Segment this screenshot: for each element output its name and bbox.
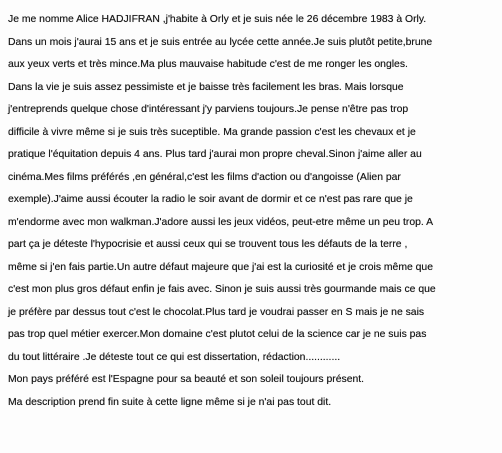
text-line: pas trop quel métier exercer.Mon domaine c'est plutot celui de la science car je ne suis pas [8,329,427,340]
text-line: Dans la vie je suis assez pessimiste et je baisse très facilement les bras. Mais lorsque [8,81,404,93]
text-line: je préfère par dessus tout c'est le chocolat.Plus tard je voudrai passer en S mais je ne sais [8,306,425,318]
text-line: c'est mon plus gros défaut enfin je fais avec. Sinon je suis aussi très gourmande mais ce que [8,284,436,295]
text-line: part ça je déteste l'hypocrisie et aussi ceux qui se trouvent tous les défauts de la terre , [8,239,408,250]
text-line: Mon pays préféré est l'Espagne pour sa beauté et son soleil toujours présent. [8,374,365,385]
text-line: j'entreprends quelque chose d'intéressant j'y parviens toujours.Je pense n'être pas trop [8,104,409,115]
text-line: m'endorme avec mon walkman.J'adore aussi les jeux vidéos, peut-etre même un peu trop. A [8,216,434,228]
text-line: Ma description prend fin suite à cette ligne même si je n'ai pas tout dit. [8,396,332,408]
text-line: difficile à vivre même si je suis très suceptible. Ma grande passion c'est les chevaux et je [8,126,416,138]
text-line: du tout littéraire .Je déteste tout ce qui est dissertation, rédaction............ [8,351,341,363]
text-line: même si j'en fais partie.Un autre défaut majeure que j'ai est la curiosité et je crois même que [8,261,433,273]
text-line: pratique l'équitation depuis 4 ans. Plus tard j'aurai mon propre cheval.Sinon j'aime aller au [8,149,422,160]
handwritten-text-block [6,13,498,418]
text-line: exemple).J'aime aussi écouter la radio le soir avant de dormir et ce n'est pas rare que je [8,194,413,205]
text-line: Dans un mois j'aurai 15 ans et je suis entrée au lycée cette année.Je suis plutôt petite,brune [8,36,433,48]
text-line: Je me nomme Alice HADJIFRAN ,j'habite à Orly et je suis née le 26 décembre 1983 à Orly. [8,14,427,25]
text-line: cinéma.Mes films préférés ,en général,c'est les films d'action ou d'angoisse (Alien par [8,171,401,183]
text-line: aux yeux verts et très mince.Ma plus mauvaise habitude c'est de me ronger les ongles. [8,59,408,70]
